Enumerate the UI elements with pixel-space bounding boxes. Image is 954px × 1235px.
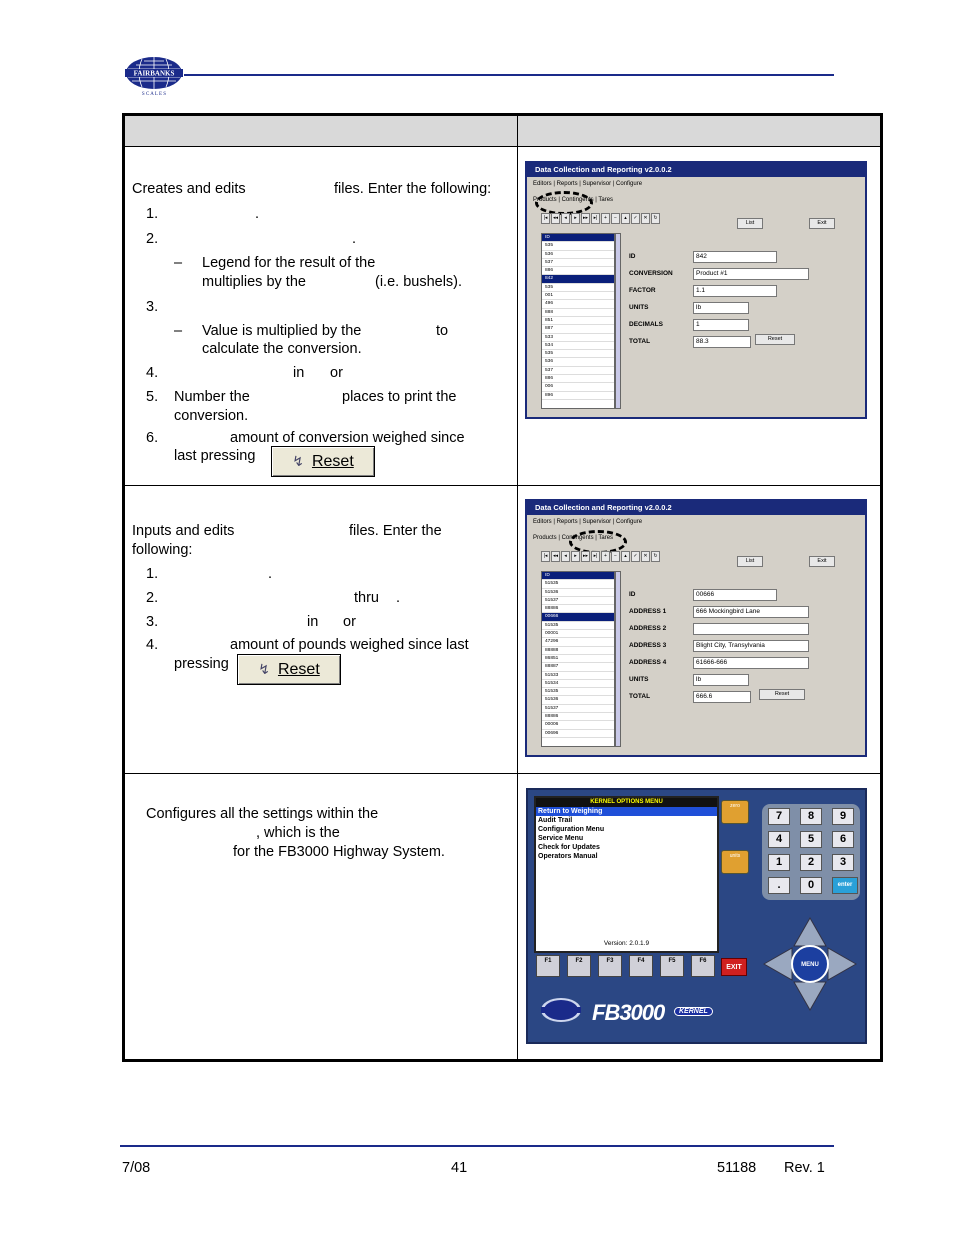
shot1-title: Data Collection and Reporting v2.0.0.2 <box>527 163 865 177</box>
row2-item1-num: 1. <box>146 566 159 582</box>
list-item[interactable]: 534 <box>542 342 614 350</box>
keypad-key[interactable]: 6 <box>832 831 854 848</box>
keypad-key[interactable]: 9 <box>832 808 854 825</box>
field-input[interactable]: 88.3 <box>693 336 751 348</box>
fairbanks-logo-icon <box>124 55 184 97</box>
list-item[interactable]: 886 <box>542 375 614 383</box>
row1-item6-b: last pressing <box>174 448 256 464</box>
kernel-options-screenshot <box>526 788 867 1044</box>
row2-item3-a: in <box>307 614 319 630</box>
function-key[interactable]: F4 <box>629 955 653 977</box>
row1-sub2-dash: – <box>174 255 183 271</box>
logo-sub: S C A L E S <box>141 92 167 97</box>
products-screenshot <box>525 161 867 419</box>
field-input[interactable]: 842 <box>693 251 777 263</box>
kernel-menu <box>534 796 719 953</box>
shot2-contingent-list[interactable] <box>541 571 615 747</box>
row1-sub2-a: Legend for the result of the <box>202 255 376 271</box>
list-item[interactable]: 001 <box>542 292 614 300</box>
shot1-subtabs: Products | Contingents | Tares <box>533 197 614 203</box>
row1-item1-text: . <box>255 206 260 222</box>
kernel-menu-item[interactable]: Operators Manual <box>538 853 598 860</box>
row1-item3-num: 3. <box>146 299 159 315</box>
keypad-key[interactable]: 2 <box>800 854 822 871</box>
reset-button-row1[interactable] <box>271 446 375 477</box>
logo-text: FAIRBANKS <box>133 69 175 78</box>
field-label: ID <box>629 591 636 598</box>
row2-item4-num: 4. <box>146 637 159 653</box>
field-input[interactable]: 1.1 <box>693 285 777 297</box>
field-input[interactable]: 666.6 <box>693 691 751 703</box>
list-item[interactable]: 533 <box>542 334 614 342</box>
reset-label: Reset <box>277 660 320 678</box>
row1-item4-num: 4. <box>146 365 159 381</box>
shot1-list-button[interactable]: List <box>737 218 763 229</box>
row1-sub3-b: to <box>436 323 449 339</box>
units-key[interactable]: units <box>721 850 749 874</box>
row1-item5-c: conversion. <box>174 408 249 424</box>
row2-item4-a: amount of pounds weighed since last <box>230 637 469 653</box>
row1-intro-tail: files. Enter the following: <box>334 181 492 197</box>
list-item[interactable]: 006 <box>542 383 614 391</box>
list-item[interactable]: 51535 <box>542 622 614 630</box>
reset-label: Reset <box>311 452 354 470</box>
row3-line3: for the FB3000 Highway System. <box>233 844 445 860</box>
list-item[interactable]: 86851 <box>542 655 614 663</box>
list-item[interactable]: 88888 <box>542 647 614 655</box>
list-item[interactable]: 51535 <box>542 580 614 588</box>
field-label: ADDRESS 1 <box>629 608 667 615</box>
function-key[interactable]: F6 <box>691 955 715 977</box>
keypad-key[interactable]: 0 <box>800 877 822 894</box>
row1-item6-a: amount of conversion weighed since <box>230 430 465 446</box>
footer-doc-number: 51188 <box>717 1160 757 1176</box>
row2-item3-num: 3. <box>146 614 159 630</box>
field-label: TOTAL <box>629 693 651 700</box>
row2-intro-tail: files. Enter the <box>349 523 442 539</box>
shot2-exit-button[interactable]: Exit <box>809 556 835 567</box>
header-rule <box>184 74 834 76</box>
function-key[interactable]: F3 <box>598 955 622 977</box>
keypad-key[interactable]: enter <box>832 877 858 894</box>
row2-item2-a: thru <box>354 590 379 606</box>
keypad-key[interactable]: . <box>768 877 790 894</box>
shot2-subtabs: Products | Contingents | Tares <box>533 535 614 541</box>
list-item[interactable]: 51537 <box>542 597 614 605</box>
field-input[interactable]: Product #1 <box>693 268 809 280</box>
kernel-menu-item[interactable]: Audit Trail <box>538 817 573 824</box>
field-input[interactable]: 00666 <box>693 589 777 601</box>
row1-sub2-c: (i.e. bushels). <box>375 274 463 290</box>
row2-item2-num: 2. <box>146 590 159 606</box>
shot1-exit-button[interactable]: Exit <box>809 218 835 229</box>
shot2-scrollbar[interactable] <box>615 571 621 747</box>
shot1-product-list[interactable] <box>541 233 615 409</box>
field-label: FACTOR <box>629 287 656 294</box>
list-item[interactable]: 536 <box>542 358 614 366</box>
highlight-circle <box>535 191 593 215</box>
column-divider <box>517 116 518 1059</box>
fairbanks-logo-icon <box>540 996 582 1028</box>
row1-item4-a: in <box>293 365 305 381</box>
field-label: DECIMALS <box>629 321 663 328</box>
field-input[interactable]: 1 <box>693 319 749 331</box>
keypad-key[interactable]: 8 <box>800 808 822 825</box>
list-item[interactable]: 00666 <box>542 613 614 621</box>
row3-line2: , which is the <box>256 825 340 841</box>
list-item[interactable]: 51535 <box>542 688 614 696</box>
keypad-key[interactable]: 3 <box>832 854 854 871</box>
field-input[interactable]: 666 Mockingbird Lane <box>693 606 809 618</box>
field-input[interactable]: Blight City, Transylvania <box>693 640 809 652</box>
shot2-list-button[interactable]: List <box>737 556 763 567</box>
list-item[interactable]: 842 <box>542 275 614 283</box>
row1-sub3-dash: – <box>174 323 183 339</box>
field-label: ID <box>629 253 636 260</box>
list-item[interactable]: 51533 <box>542 672 614 680</box>
list-item[interactable]: 47296 <box>542 638 614 646</box>
list-item[interactable]: 00001 <box>542 630 614 638</box>
table-header-row <box>125 116 880 147</box>
row1-item2-text: . <box>352 231 357 247</box>
kernel-menu-item[interactable]: Check for Updates <box>538 844 600 851</box>
menu-key-label: MENU <box>801 962 819 968</box>
direction-pad-icon[interactable] <box>762 916 858 1012</box>
row2-item2-b: . <box>396 590 401 606</box>
list-item[interactable]: 88886 <box>542 605 614 613</box>
fb3000-brand: FB3000 <box>592 1000 665 1025</box>
row1-item2-num: 2. <box>146 231 159 247</box>
zero-key[interactable]: zero <box>721 800 749 824</box>
shot2-title: Data Collection and Reporting v2.0.0.2 <box>527 501 865 515</box>
keypad-key[interactable]: 1 <box>768 854 790 871</box>
function-key[interactable]: F1 <box>536 955 560 977</box>
list-item[interactable]: 886 <box>542 267 614 275</box>
field-label: ADDRESS 4 <box>629 659 667 666</box>
row-divider-1 <box>125 485 880 486</box>
list-item[interactable]: 51537 <box>542 705 614 713</box>
row1-item5-num: 5. <box>146 389 159 405</box>
row2-intro: Inputs and edits <box>132 523 235 539</box>
field-input[interactable]: lb <box>693 674 749 686</box>
list-item[interactable]: 51536 <box>542 589 614 597</box>
list-item[interactable]: 00696 <box>542 730 614 738</box>
keypad-key[interactable]: 5 <box>800 831 822 848</box>
contingents-screenshot <box>525 499 867 757</box>
row3-line1: Configures all the settings within the <box>146 806 379 822</box>
row2-item3-b: or <box>343 614 356 630</box>
list-item[interactable]: 536 <box>542 251 614 259</box>
list-item[interactable]: 535 <box>542 350 614 358</box>
row2-item1-a: . <box>268 566 273 582</box>
shot1-tabs: Editors | Reports | Supervisor | Configure <box>533 181 643 187</box>
row1-item1-num: 1. <box>146 206 159 222</box>
list-item[interactable]: 00006 <box>542 721 614 729</box>
list-item[interactable]: 88886 <box>542 713 614 721</box>
keypad-key[interactable]: 4 <box>768 831 790 848</box>
shot2-tabs: Editors | Reports | Supervisor | Configure <box>533 519 643 525</box>
row2-intro-line2: following: <box>132 542 193 558</box>
footer-page-number: 41 <box>451 1160 468 1176</box>
shot2-reset-button[interactable]: Reset <box>759 689 805 700</box>
list-item[interactable]: 51534 <box>542 680 614 688</box>
function-key[interactable]: F2 <box>567 955 591 977</box>
footer-revision: Rev. 1 <box>784 1160 825 1176</box>
footer-rule <box>120 1145 834 1147</box>
list-item[interactable]: 496 <box>542 300 614 308</box>
list-item[interactable]: 535 <box>542 242 614 250</box>
kernel-menu-item[interactable]: Configuration Menu <box>538 826 605 833</box>
field-input[interactable] <box>693 623 809 635</box>
row1-item5-b: places to print the <box>342 389 457 405</box>
row1-item5-a: Number the <box>174 389 250 405</box>
row1-sub2-b: multiplies by the <box>202 274 306 290</box>
field-input[interactable]: 61666-666 <box>693 657 809 669</box>
kernel-menu-title: KERNEL OPTIONS MENU <box>536 798 717 807</box>
list-item[interactable]: 537 <box>542 259 614 267</box>
list-item[interactable]: 851 <box>542 317 614 325</box>
row1-item4-b: or <box>330 365 343 381</box>
row1-item6-num: 6. <box>146 430 159 446</box>
field-label: TOTAL <box>629 338 651 345</box>
keypad-key[interactable]: 7 <box>768 808 790 825</box>
list-item[interactable]: 896 <box>542 392 614 400</box>
row1-intro: Creates and edits <box>132 181 246 197</box>
row2-item4-b: pressing <box>174 656 229 672</box>
field-label: ADDRESS 3 <box>629 642 667 649</box>
shot2-navbar: |◂ ◂◂ ◂ ▸ ▸▸ ▸| + − ▴ ✓ ✕ ↻ <box>541 551 660 563</box>
numeric-keypad <box>762 804 860 900</box>
shot1-scrollbar[interactable] <box>615 233 621 409</box>
list-item[interactable]: 535 <box>542 284 614 292</box>
list-item[interactable]: 537 <box>542 367 614 375</box>
shot1-navbar: |◂ ◂◂ ◂ ▸ ▸▸ ▸| + − ▴ ✓ ✕ ↻ <box>541 213 660 225</box>
field-label: ADDRESS 2 <box>629 625 667 632</box>
kernel-menu-item[interactable]: Return to Weighing <box>536 807 717 816</box>
reset-icon: ↯ <box>258 661 270 677</box>
field-input[interactable]: lb <box>693 302 749 314</box>
field-label: UNITS <box>629 676 649 683</box>
list-item[interactable]: 887 <box>542 325 614 333</box>
list-item[interactable]: 88887 <box>542 663 614 671</box>
kernel-menu-item[interactable]: Service Menu <box>538 835 584 842</box>
shot1-reset-button[interactable]: Reset <box>755 334 795 345</box>
row-divider-2 <box>125 773 880 774</box>
list-item[interactable]: ID <box>542 234 614 242</box>
row1-sub3-c: calculate the conversion. <box>202 341 362 357</box>
list-item[interactable]: ID <box>542 572 614 580</box>
reset-icon: ↯ <box>292 453 304 469</box>
list-item[interactable]: 51536 <box>542 696 614 704</box>
list-item[interactable]: 888 <box>542 309 614 317</box>
field-label: UNITS <box>629 304 649 311</box>
field-label: CONVERSION <box>629 270 673 277</box>
function-key[interactable]: F5 <box>660 955 684 977</box>
reset-button-row2[interactable] <box>237 654 341 685</box>
exit-key[interactable]: EXIT <box>721 958 747 976</box>
kernel-brand: KERNEL <box>674 1007 713 1016</box>
row1-sub3-a: Value is multiplied by the <box>202 323 362 339</box>
kernel-version: Version: 2.0.1.9 <box>603 940 650 947</box>
footer-date: 7/08 <box>122 1160 151 1176</box>
